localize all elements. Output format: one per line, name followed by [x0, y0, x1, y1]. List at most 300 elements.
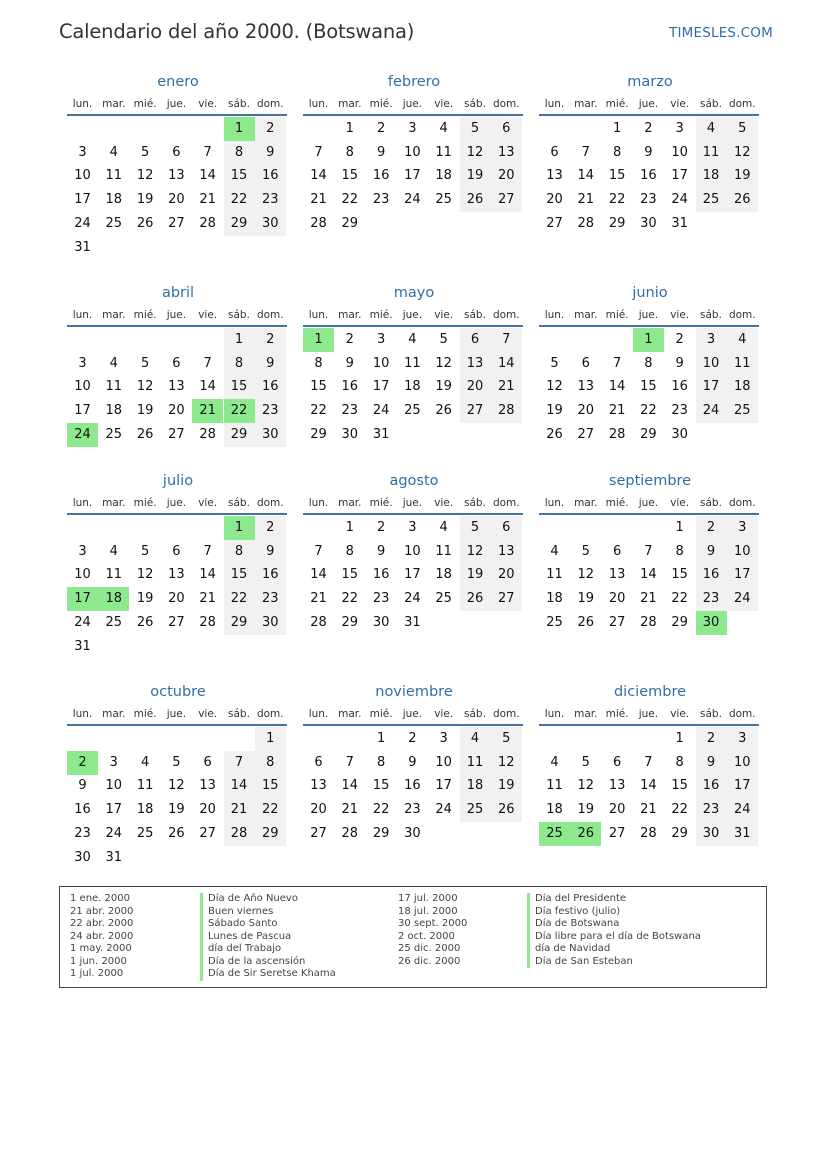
day-cell[interactable]: 22 — [310, 403, 327, 419]
day-cell[interactable]: 4 — [408, 332, 417, 347]
day-cell[interactable]: 18 — [105, 192, 123, 208]
day-cell[interactable]: 1 — [345, 121, 354, 136]
day-cell[interactable]: 22 — [224, 587, 255, 611]
day-cell[interactable]: 9 — [255, 540, 286, 564]
day-cell[interactable]: 1 — [224, 328, 255, 352]
day-cell[interactable]: 16 — [372, 567, 390, 583]
day-cell[interactable]: 2 — [675, 332, 684, 347]
day-cell[interactable]: 8 — [675, 543, 684, 559]
day-cell[interactable]: 10 — [74, 567, 91, 583]
day-cell[interactable]: 3 — [78, 543, 87, 559]
day-cell[interactable]: 18 — [404, 379, 421, 395]
day-cell[interactable]: 12 — [460, 540, 491, 564]
day-cell[interactable]: 13 — [491, 540, 522, 564]
day-cell[interactable]: 3 — [376, 332, 386, 347]
day-cell[interactable]: 15 — [224, 375, 255, 399]
day-cell[interactable]: 18 — [696, 164, 727, 188]
day-cell[interactable]: 18 — [546, 802, 563, 818]
day-cell[interactable]: 25 — [136, 825, 154, 841]
day-cell[interactable]: 4 — [439, 121, 448, 136]
day-cell[interactable]: 11 — [136, 778, 154, 794]
day-cell[interactable]: 13 — [168, 379, 185, 395]
day-cell[interactable]: 12 — [577, 567, 595, 583]
day-cell[interactable]: 13 — [577, 379, 595, 395]
day-cell[interactable]: 14 — [199, 379, 216, 395]
holiday-day-cell[interactable]: 21 — [192, 399, 223, 423]
day-cell[interactable]: 20 — [199, 802, 216, 818]
day-cell[interactable]: 25 — [460, 798, 491, 822]
day-cell[interactable]: 8 — [612, 144, 622, 160]
day-cell[interactable]: 9 — [376, 144, 386, 160]
day-cell[interactable]: 4 — [460, 727, 491, 751]
day-cell[interactable]: 8 — [675, 754, 684, 770]
day-cell[interactable]: 27 — [491, 587, 522, 611]
day-cell[interactable]: 18 — [435, 168, 452, 184]
day-cell[interactable]: 27 — [460, 399, 491, 423]
day-cell[interactable]: 3 — [675, 121, 684, 136]
day-cell[interactable]: 22 — [671, 591, 688, 607]
day-cell[interactable]: 20 — [168, 192, 185, 208]
day-cell[interactable]: 24 — [74, 614, 91, 630]
day-cell[interactable]: 12 — [577, 778, 595, 794]
day-cell[interactable]: 1 — [345, 520, 354, 535]
day-cell[interactable]: 7 — [345, 754, 354, 770]
day-cell[interactable]: 4 — [727, 328, 758, 352]
day-cell[interactable]: 8 — [314, 355, 323, 371]
day-cell[interactable]: 19 — [435, 379, 452, 395]
day-cell[interactable]: 2 — [376, 121, 386, 136]
day-cell[interactable]: 10 — [74, 168, 91, 184]
day-cell[interactable]: 16 — [404, 778, 421, 794]
day-cell[interactable]: 19 — [460, 563, 491, 587]
day-cell[interactable]: 14 — [491, 352, 522, 376]
day-cell[interactable]: 3 — [78, 355, 87, 371]
day-cell[interactable]: 26 — [546, 426, 563, 442]
day-cell[interactable]: 20 — [168, 403, 185, 419]
day-cell[interactable]: 16 — [671, 379, 688, 395]
day-cell[interactable]: 27 — [491, 188, 522, 212]
day-cell[interactable]: 4 — [550, 754, 559, 770]
day-cell[interactable]: 20 — [491, 164, 522, 188]
holiday-day-cell[interactable]: 24 — [67, 423, 98, 447]
day-cell[interactable]: 26 — [577, 614, 595, 630]
day-cell[interactable]: 11 — [727, 352, 758, 376]
day-cell[interactable]: 5 — [581, 543, 590, 559]
day-cell[interactable]: 5 — [550, 355, 559, 371]
day-cell[interactable]: 20 — [168, 591, 185, 607]
day-cell[interactable]: 29 — [671, 825, 688, 841]
day-cell[interactable]: 18 — [460, 774, 491, 798]
day-cell[interactable]: 10 — [105, 778, 123, 794]
day-cell[interactable]: 27 — [168, 426, 185, 442]
day-cell[interactable]: 14 — [199, 567, 216, 583]
day-cell[interactable]: 29 — [341, 614, 359, 630]
day-cell[interactable]: 11 — [435, 144, 452, 160]
day-cell[interactable]: 13 — [608, 778, 626, 794]
day-cell[interactable]: 28 — [577, 215, 595, 231]
day-cell[interactable]: 26 — [727, 188, 758, 212]
day-cell[interactable]: 25 — [404, 403, 421, 419]
day-cell[interactable]: 8 — [644, 355, 653, 371]
day-cell[interactable]: 8 — [224, 141, 255, 165]
day-cell[interactable]: 13 — [168, 567, 185, 583]
day-cell[interactable]: 5 — [727, 117, 758, 141]
day-cell[interactable]: 12 — [727, 141, 758, 165]
day-cell[interactable]: 21 — [310, 192, 327, 208]
day-cell[interactable]: 7 — [314, 543, 323, 559]
day-cell[interactable]: 11 — [105, 379, 123, 395]
day-cell[interactable]: 25 — [546, 614, 563, 630]
day-cell[interactable]: 29 — [640, 426, 657, 442]
day-cell[interactable]: 31 — [74, 239, 91, 255]
day-cell[interactable]: 29 — [224, 611, 255, 635]
day-cell[interactable]: 23 — [255, 399, 286, 423]
day-cell[interactable]: 21 — [199, 192, 216, 208]
day-cell[interactable]: 28 — [640, 825, 657, 841]
day-cell[interactable]: 5 — [581, 754, 590, 770]
day-cell[interactable]: 19 — [491, 774, 522, 798]
day-cell[interactable]: 20 — [460, 375, 491, 399]
day-cell[interactable]: 29 — [372, 825, 390, 841]
day-cell[interactable]: 6 — [314, 754, 323, 770]
day-cell[interactable]: 17 — [404, 168, 421, 184]
day-cell[interactable]: 31 — [404, 614, 421, 630]
day-cell[interactable]: 7 — [581, 144, 590, 160]
day-cell[interactable]: 14 — [310, 567, 327, 583]
day-cell[interactable]: 15 — [310, 379, 327, 395]
day-cell[interactable]: 4 — [696, 117, 727, 141]
day-cell[interactable]: 17 — [372, 379, 390, 395]
day-cell[interactable]: 12 — [136, 379, 154, 395]
day-cell[interactable]: 28 — [199, 426, 216, 442]
day-cell[interactable]: 9 — [408, 754, 417, 770]
day-cell[interactable]: 29 — [671, 614, 688, 630]
day-cell[interactable]: 13 — [199, 778, 216, 794]
day-cell[interactable]: 20 — [608, 591, 626, 607]
day-cell[interactable]: 14 — [640, 778, 657, 794]
day-cell[interactable]: 8 — [224, 540, 255, 564]
day-cell[interactable]: 26 — [491, 798, 522, 822]
day-cell[interactable]: 17 — [727, 774, 758, 798]
day-cell[interactable]: 31 — [727, 822, 758, 846]
day-cell[interactable]: 3 — [727, 727, 758, 751]
day-cell[interactable]: 19 — [136, 591, 154, 607]
day-cell[interactable]: 10 — [727, 540, 758, 564]
day-cell[interactable]: 15 — [341, 168, 359, 184]
day-cell[interactable]: 11 — [105, 567, 123, 583]
day-cell[interactable]: 8 — [345, 144, 354, 160]
day-cell[interactable]: 4 — [109, 543, 118, 559]
day-cell[interactable]: 15 — [372, 778, 390, 794]
day-cell[interactable]: 6 — [172, 144, 181, 160]
day-cell[interactable]: 19 — [460, 164, 491, 188]
day-cell[interactable]: 3 — [408, 121, 417, 136]
day-cell[interactable]: 21 — [640, 802, 657, 818]
day-cell[interactable]: 7 — [644, 754, 653, 770]
day-cell[interactable]: 24 — [372, 403, 390, 419]
day-cell[interactable]: 27 — [199, 825, 216, 841]
day-cell[interactable]: 5 — [460, 516, 491, 540]
day-cell[interactable]: 27 — [310, 825, 327, 841]
day-cell[interactable]: 23 — [671, 403, 688, 419]
day-cell[interactable]: 14 — [640, 567, 657, 583]
day-cell[interactable]: 17 — [696, 375, 727, 399]
day-cell[interactable]: 22 — [341, 591, 359, 607]
day-cell[interactable]: 14 — [310, 168, 327, 184]
day-cell[interactable]: 28 — [310, 614, 327, 630]
day-cell[interactable]: 14 — [224, 774, 255, 798]
day-cell[interactable]: 1 — [675, 731, 684, 746]
day-cell[interactable]: 2 — [408, 731, 417, 746]
day-cell[interactable]: 5 — [140, 355, 150, 371]
day-cell[interactable]: 2 — [255, 516, 286, 540]
day-cell[interactable]: 9 — [696, 751, 727, 775]
day-cell[interactable]: 10 — [404, 144, 421, 160]
day-cell[interactable]: 30 — [74, 849, 91, 865]
day-cell[interactable]: 8 — [376, 754, 386, 770]
day-cell[interactable]: 25 — [105, 215, 123, 231]
day-cell[interactable]: 12 — [546, 379, 563, 395]
day-cell[interactable]: 30 — [696, 822, 727, 846]
day-cell[interactable]: 23 — [372, 591, 390, 607]
day-cell[interactable]: 7 — [314, 144, 323, 160]
day-cell[interactable]: 16 — [255, 563, 286, 587]
day-cell[interactable]: 10 — [435, 754, 452, 770]
day-cell[interactable]: 10 — [727, 751, 758, 775]
day-cell[interactable]: 6 — [460, 328, 491, 352]
day-cell[interactable]: 28 — [341, 825, 359, 841]
day-cell[interactable]: 15 — [224, 164, 255, 188]
day-cell[interactable]: 28 — [640, 614, 657, 630]
day-cell[interactable]: 9 — [255, 141, 286, 165]
day-cell[interactable]: 19 — [577, 591, 595, 607]
day-cell[interactable]: 1 — [255, 727, 286, 751]
day-cell[interactable]: 31 — [372, 426, 390, 442]
day-cell[interactable]: 9 — [644, 144, 653, 160]
day-cell[interactable]: 6 — [491, 117, 522, 141]
day-cell[interactable]: 18 — [727, 375, 758, 399]
day-cell[interactable]: 27 — [168, 614, 185, 630]
day-cell[interactable]: 25 — [435, 591, 452, 607]
day-cell[interactable]: 12 — [435, 355, 452, 371]
day-cell[interactable]: 23 — [372, 192, 390, 208]
day-cell[interactable]: 3 — [408, 520, 417, 535]
day-cell[interactable]: 4 — [109, 355, 118, 371]
day-cell[interactable]: 3 — [727, 516, 758, 540]
day-cell[interactable]: 7 — [224, 751, 255, 775]
day-cell[interactable]: 2 — [644, 121, 653, 136]
day-cell[interactable]: 26 — [136, 614, 154, 630]
day-cell[interactable]: 19 — [727, 164, 758, 188]
day-cell[interactable]: 5 — [460, 117, 491, 141]
holiday-day-cell[interactable]: 1 — [633, 328, 664, 352]
holiday-day-cell[interactable]: 1 — [224, 117, 255, 141]
day-cell[interactable]: 4 — [439, 520, 448, 535]
day-cell[interactable]: 18 — [105, 403, 123, 419]
day-cell[interactable]: 22 — [608, 192, 626, 208]
day-cell[interactable]: 16 — [74, 802, 91, 818]
day-cell[interactable]: 6 — [550, 144, 559, 160]
day-cell[interactable]: 26 — [460, 587, 491, 611]
day-cell[interactable]: 12 — [460, 141, 491, 165]
day-cell[interactable]: 29 — [255, 822, 286, 846]
day-cell[interactable]: 16 — [696, 563, 727, 587]
day-cell[interactable]: 6 — [172, 543, 181, 559]
day-cell[interactable]: 30 — [372, 614, 390, 630]
day-cell[interactable]: 23 — [255, 188, 286, 212]
day-cell[interactable]: 14 — [341, 778, 359, 794]
day-cell[interactable]: 14 — [608, 379, 626, 395]
day-cell[interactable]: 19 — [577, 802, 595, 818]
day-cell[interactable]: 12 — [136, 168, 154, 184]
holiday-day-cell[interactable]: 18 — [98, 587, 129, 611]
day-cell[interactable]: 24 — [404, 591, 421, 607]
day-cell[interactable]: 20 — [608, 802, 626, 818]
day-cell[interactable]: 13 — [460, 352, 491, 376]
day-cell[interactable]: 17 — [74, 403, 91, 419]
day-cell[interactable]: 27 — [608, 614, 626, 630]
day-cell[interactable]: 6 — [172, 355, 181, 371]
day-cell[interactable]: 4 — [140, 754, 150, 770]
day-cell[interactable]: 18 — [136, 802, 154, 818]
day-cell[interactable]: 22 — [224, 188, 255, 212]
day-cell[interactable]: 21 — [310, 591, 327, 607]
day-cell[interactable]: 31 — [671, 215, 688, 231]
day-cell[interactable]: 9 — [696, 540, 727, 564]
day-cell[interactable]: 17 — [435, 778, 452, 794]
day-cell[interactable]: 20 — [310, 802, 327, 818]
day-cell[interactable]: 12 — [136, 567, 154, 583]
day-cell[interactable]: 7 — [203, 355, 212, 371]
day-cell[interactable]: 8 — [224, 352, 255, 376]
day-cell[interactable]: 9 — [376, 543, 386, 559]
day-cell[interactable]: 4 — [109, 144, 118, 160]
day-cell[interactable]: 19 — [168, 802, 185, 818]
day-cell[interactable]: 19 — [136, 403, 154, 419]
day-cell[interactable]: 23 — [696, 587, 727, 611]
day-cell[interactable]: 21 — [640, 591, 657, 607]
day-cell[interactable]: 23 — [640, 192, 657, 208]
day-cell[interactable]: 2 — [345, 332, 354, 347]
day-cell[interactable]: 28 — [199, 614, 216, 630]
day-cell[interactable]: 25 — [727, 399, 758, 423]
day-cell[interactable]: 1 — [675, 520, 684, 535]
day-cell[interactable]: 28 — [224, 822, 255, 846]
day-cell[interactable]: 6 — [581, 355, 590, 371]
day-cell[interactable]: 31 — [105, 849, 123, 865]
day-cell[interactable]: 24 — [696, 399, 727, 423]
day-cell[interactable]: 23 — [341, 403, 359, 419]
day-cell[interactable]: 8 — [255, 751, 286, 775]
holiday-day-cell[interactable]: 1 — [303, 328, 334, 352]
day-cell[interactable]: 6 — [203, 754, 212, 770]
day-cell[interactable]: 11 — [546, 567, 563, 583]
day-cell[interactable]: 22 — [640, 403, 657, 419]
day-cell[interactable]: 26 — [460, 188, 491, 212]
day-cell[interactable]: 14 — [199, 168, 216, 184]
day-cell[interactable]: 9 — [255, 352, 286, 376]
day-cell[interactable]: 25 — [435, 192, 452, 208]
day-cell[interactable]: 24 — [727, 587, 758, 611]
day-cell[interactable]: 11 — [696, 141, 727, 165]
day-cell[interactable]: 18 — [435, 567, 452, 583]
day-cell[interactable]: 17 — [671, 168, 688, 184]
day-cell[interactable]: 17 — [105, 802, 123, 818]
day-cell[interactable]: 27 — [608, 825, 626, 841]
day-cell[interactable]: 21 — [608, 403, 626, 419]
day-cell[interactable]: 10 — [696, 352, 727, 376]
day-cell[interactable]: 30 — [404, 825, 421, 841]
day-cell[interactable]: 13 — [546, 168, 563, 184]
day-cell[interactable]: 22 — [372, 802, 390, 818]
day-cell[interactable]: 24 — [671, 192, 688, 208]
day-cell[interactable]: 23 — [74, 825, 91, 841]
day-cell[interactable]: 10 — [404, 543, 421, 559]
day-cell[interactable]: 30 — [255, 611, 286, 635]
day-cell[interactable]: 16 — [341, 379, 359, 395]
holiday-day-cell[interactable]: 30 — [696, 611, 727, 635]
day-cell[interactable]: 26 — [136, 426, 154, 442]
day-cell[interactable]: 16 — [255, 375, 286, 399]
holiday-day-cell[interactable]: 2 — [67, 751, 98, 775]
day-cell[interactable]: 2 — [255, 328, 286, 352]
day-cell[interactable]: 2 — [255, 117, 286, 141]
day-cell[interactable]: 16 — [640, 168, 657, 184]
day-cell[interactable]: 11 — [460, 751, 491, 775]
day-cell[interactable]: 20 — [577, 403, 595, 419]
day-cell[interactable]: 28 — [491, 399, 522, 423]
day-cell[interactable]: 12 — [491, 751, 522, 775]
day-cell[interactable]: 4 — [550, 543, 559, 559]
day-cell[interactable]: 10 — [74, 379, 91, 395]
day-cell[interactable]: 26 — [435, 403, 452, 419]
day-cell[interactable]: 30 — [640, 215, 657, 231]
day-cell[interactable]: 5 — [439, 332, 448, 347]
day-cell[interactable]: 10 — [671, 144, 688, 160]
holiday-day-cell[interactable]: 22 — [224, 399, 255, 423]
day-cell[interactable]: 8 — [345, 543, 354, 559]
day-cell[interactable]: 25 — [105, 614, 123, 630]
day-cell[interactable]: 28 — [199, 215, 216, 231]
day-cell[interactable]: 3 — [696, 328, 727, 352]
day-cell[interactable]: 12 — [168, 778, 185, 794]
day-cell[interactable]: 11 — [546, 778, 563, 794]
day-cell[interactable]: 19 — [546, 403, 563, 419]
day-cell[interactable]: 3 — [109, 754, 118, 770]
holiday-day-cell[interactable]: 1 — [224, 516, 255, 540]
day-cell[interactable]: 2 — [376, 520, 386, 535]
day-cell[interactable]: 13 — [168, 168, 185, 184]
day-cell[interactable]: 25 — [105, 426, 123, 442]
day-cell[interactable]: 13 — [491, 141, 522, 165]
day-cell[interactable]: 30 — [255, 212, 286, 236]
day-cell[interactable]: 16 — [255, 164, 286, 188]
day-cell[interactable]: 29 — [310, 426, 327, 442]
holiday-day-cell[interactable]: 26 — [570, 822, 601, 846]
day-cell[interactable]: 27 — [577, 426, 595, 442]
day-cell[interactable]: 10 — [372, 355, 390, 371]
day-cell[interactable]: 21 — [341, 802, 359, 818]
day-cell[interactable]: 14 — [577, 168, 595, 184]
day-cell[interactable]: 15 — [608, 168, 626, 184]
day-cell[interactable]: 9 — [78, 778, 87, 794]
day-cell[interactable]: 18 — [546, 591, 563, 607]
day-cell[interactable]: 2 — [696, 727, 727, 751]
day-cell[interactable]: 16 — [372, 168, 390, 184]
day-cell[interactable]: 24 — [435, 802, 452, 818]
day-cell[interactable]: 13 — [310, 778, 327, 794]
day-cell[interactable]: 6 — [612, 543, 622, 559]
